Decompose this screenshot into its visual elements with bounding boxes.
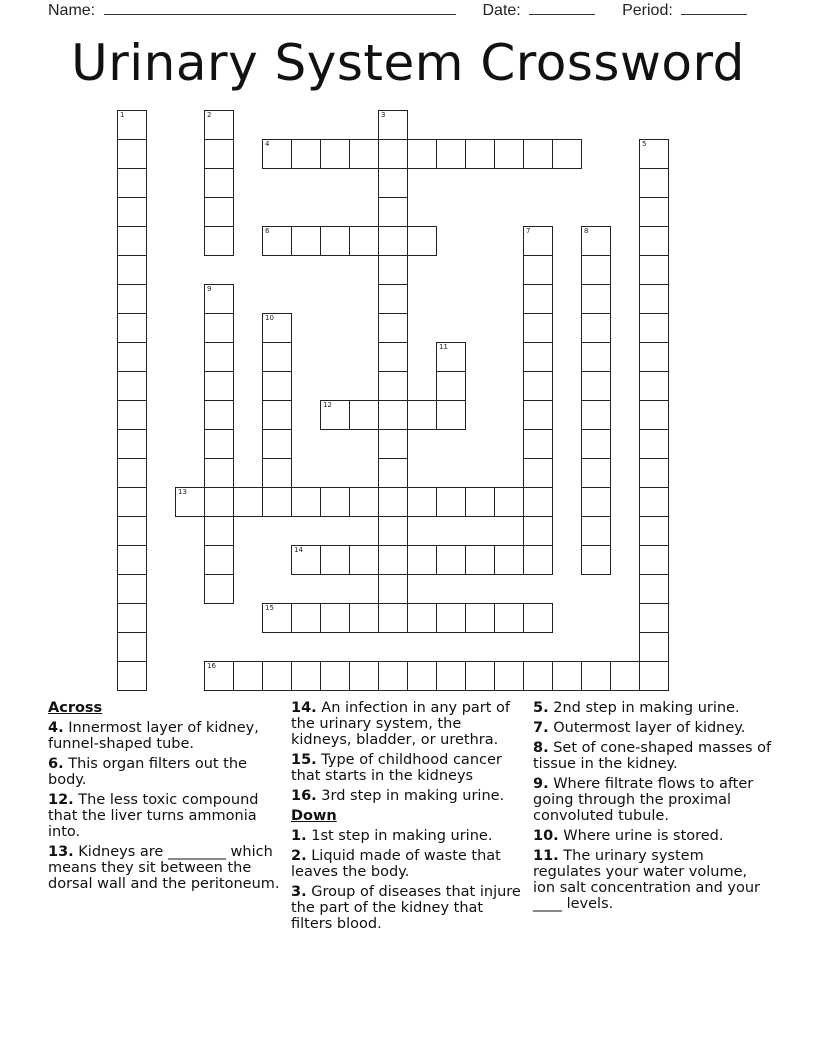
grid-cell[interactable]: [639, 603, 669, 633]
grid-cell[interactable]: [204, 226, 234, 256]
grid-cell[interactable]: [117, 661, 147, 691]
grid-cell[interactable]: [581, 284, 611, 314]
grid-cell[interactable]: [349, 226, 379, 256]
grid-cell[interactable]: [581, 545, 611, 575]
clues-column-2: [291, 700, 521, 936]
grid-cell[interactable]: [610, 661, 640, 691]
grid-cell[interactable]: [523, 284, 553, 314]
grid-cell[interactable]: [291, 139, 321, 169]
grid-cell[interactable]: [262, 139, 292, 169]
cell-number: 9: [207, 285, 212, 293]
clue-across-14: 14. An infection in any part of the urinary system, the kidneys, bladder, or urethra.: [291, 700, 511, 748]
grid-cell[interactable]: [117, 139, 147, 169]
grid-cell[interactable]: [639, 139, 669, 169]
grid-cell[interactable]: [291, 661, 321, 691]
grid-cell[interactable]: [465, 545, 495, 575]
grid-cell[interactable]: [552, 139, 582, 169]
grid-cell[interactable]: [204, 313, 234, 343]
grid-cell[interactable]: [581, 458, 611, 488]
grid-cell[interactable]: [262, 458, 292, 488]
cell-number: 14: [294, 546, 303, 554]
grid-cell[interactable]: [204, 574, 234, 604]
grid-cell[interactable]: [581, 371, 611, 401]
grid-cell[interactable]: [291, 545, 321, 575]
grid-cell[interactable]: [639, 197, 669, 227]
clue-across-15: 15. Type of childhood cancer that starts in the kidneys: [291, 752, 502, 784]
cell-number: 4: [265, 140, 270, 148]
grid-cell[interactable]: [523, 342, 553, 372]
grid-cell[interactable]: [204, 516, 234, 546]
grid-cell[interactable]: [581, 661, 611, 691]
clue-down-3: 3. Group of diseases that injure the part of the kidney that filters blood.: [291, 884, 521, 932]
grid-cell[interactable]: [204, 139, 234, 169]
grid-cell[interactable]: [436, 139, 466, 169]
grid-cell[interactable]: [117, 168, 147, 198]
grid-cell[interactable]: [378, 545, 408, 575]
grid-cell[interactable]: [349, 400, 379, 430]
grid-cell[interactable]: [639, 516, 669, 546]
grid-cell[interactable]: [320, 400, 350, 430]
grid-cell[interactable]: [117, 255, 147, 285]
cell-number: 10: [265, 314, 274, 322]
clue-across-4: 4. Innermost layer of kidney, funnel-shaped tube.: [48, 720, 259, 752]
grid-cell[interactable]: [407, 603, 437, 633]
grid-cell[interactable]: [320, 487, 350, 517]
grid-cell[interactable]: [523, 255, 553, 285]
cell-number: 5: [642, 140, 647, 148]
grid-cell[interactable]: [523, 139, 553, 169]
grid-cell[interactable]: [378, 603, 408, 633]
grid-cell[interactable]: [523, 603, 553, 633]
grid-cell[interactable]: [117, 110, 147, 140]
grid-cell[interactable]: [639, 545, 669, 575]
clue-down-1: 1. 1st step in making urine.: [291, 828, 493, 844]
grid-cell[interactable]: [117, 545, 147, 575]
clue-across-12: 12. The less toxic compound that the liver turns ammonia into.: [48, 792, 259, 840]
grid-cell[interactable]: [175, 487, 205, 517]
grid-cell[interactable]: [465, 603, 495, 633]
grid-cell[interactable]: [378, 371, 408, 401]
grid-cell[interactable]: [639, 661, 669, 691]
grid-cell[interactable]: [349, 545, 379, 575]
clue-down-5: 5. 2nd step in making urine.: [533, 700, 740, 716]
grid-cell[interactable]: [262, 661, 292, 691]
grid-cell[interactable]: [436, 400, 466, 430]
grid-cell[interactable]: [262, 226, 292, 256]
grid-cell[interactable]: [378, 110, 408, 140]
grid-cell[interactable]: [465, 139, 495, 169]
grid-cell[interactable]: [639, 284, 669, 314]
clues-column-3: [533, 700, 773, 916]
name-field[interactable]: [104, 0, 456, 15]
grid-cell[interactable]: [117, 632, 147, 662]
grid-cell[interactable]: [117, 487, 147, 517]
grid-cell[interactable]: [552, 661, 582, 691]
grid-cell[interactable]: [639, 313, 669, 343]
clue-down-7: 7. Outermost layer of kidney.: [533, 720, 746, 736]
grid-cell[interactable]: [581, 226, 611, 256]
grid-cell[interactable]: [436, 371, 466, 401]
grid-cell[interactable]: [117, 516, 147, 546]
grid-cell[interactable]: [523, 371, 553, 401]
cell-number: 13: [178, 488, 187, 496]
grid-cell[interactable]: [378, 226, 408, 256]
grid-cell[interactable]: [581, 516, 611, 546]
grid-cell[interactable]: [204, 661, 234, 691]
grid-cell[interactable]: [320, 139, 350, 169]
grid-cell[interactable]: [349, 661, 379, 691]
grid-cell[interactable]: [494, 603, 524, 633]
grid-cell[interactable]: [581, 400, 611, 430]
grid-cell[interactable]: [523, 226, 553, 256]
grid-cell[interactable]: [204, 110, 234, 140]
grid-cell[interactable]: [262, 429, 292, 459]
grid-cell[interactable]: [465, 487, 495, 517]
grid-cell[interactable]: [581, 429, 611, 459]
grid-cell[interactable]: [378, 429, 408, 459]
grid-cell[interactable]: [378, 516, 408, 546]
grid-cell[interactable]: [204, 342, 234, 372]
name-label: Name:: [48, 2, 96, 19]
clue-down-11: 11. The urinary system regulates your water volume, ion salt concentration and your ____ levels.: [533, 848, 760, 912]
grid-cell[interactable]: [320, 603, 350, 633]
grid-cell[interactable]: [639, 255, 669, 285]
grid-cell[interactable]: [204, 429, 234, 459]
grid-cell[interactable]: [523, 545, 553, 575]
across-heading: Across: [48, 700, 103, 716]
grid-cell[interactable]: [262, 371, 292, 401]
grid-cell[interactable]: [262, 313, 292, 343]
grid-cell[interactable]: [639, 487, 669, 517]
grid-cell[interactable]: [117, 603, 147, 633]
grid-cell[interactable]: [378, 487, 408, 517]
grid-cell[interactable]: [204, 400, 234, 430]
cell-number: 3: [381, 111, 386, 119]
date-label: Date:: [482, 2, 521, 19]
grid-cell[interactable]: [117, 574, 147, 604]
grid-cell[interactable]: [117, 197, 147, 227]
grid-cell[interactable]: [320, 226, 350, 256]
grid-cell[interactable]: [523, 313, 553, 343]
grid-cell[interactable]: [494, 487, 524, 517]
grid-cell[interactable]: [117, 429, 147, 459]
grid-cell[interactable]: [407, 139, 437, 169]
grid-cell[interactable]: [407, 545, 437, 575]
cell-number: 7: [526, 227, 531, 235]
grid-cell[interactable]: [407, 400, 437, 430]
grid-cell[interactable]: [262, 342, 292, 372]
grid-cell[interactable]: [204, 197, 234, 227]
grid-cell[interactable]: [204, 371, 234, 401]
grid-cell[interactable]: [639, 574, 669, 604]
grid-cell[interactable]: [465, 661, 495, 691]
grid-cell[interactable]: [639, 400, 669, 430]
grid-cell[interactable]: [639, 342, 669, 372]
grid-cell[interactable]: [436, 342, 466, 372]
grid-cell[interactable]: [320, 545, 350, 575]
grid-cell[interactable]: [436, 603, 466, 633]
cell-number: 15: [265, 604, 274, 612]
period-label: Period:: [622, 2, 673, 19]
grid-cell[interactable]: [378, 574, 408, 604]
clue-down-2: 2. Liquid made of waste that leaves the body.: [291, 848, 501, 880]
grid-cell[interactable]: [639, 632, 669, 662]
clue-across-13: 13. Kidneys are ________ which means they sit between the dorsal wall and the peritoneum.: [48, 844, 280, 892]
grid-cell[interactable]: [639, 226, 669, 256]
clue-across-6: 6. This organ filters out the body.: [48, 756, 247, 788]
grid-cell[interactable]: [494, 661, 524, 691]
grid-cell[interactable]: [523, 429, 553, 459]
cell-number: 11: [439, 343, 448, 351]
worksheet-header: [48, 0, 747, 20]
grid-cell[interactable]: [262, 487, 292, 517]
grid-cell[interactable]: [117, 371, 147, 401]
grid-cell[interactable]: [378, 313, 408, 343]
grid-cell[interactable]: [233, 661, 263, 691]
grid-cell[interactable]: [436, 661, 466, 691]
grid-cell[interactable]: [291, 603, 321, 633]
grid-cell[interactable]: [378, 661, 408, 691]
grid-cell[interactable]: [494, 139, 524, 169]
grid-cell[interactable]: [523, 487, 553, 517]
grid-cell[interactable]: [291, 487, 321, 517]
grid-cell[interactable]: [378, 139, 408, 169]
grid-cell[interactable]: [639, 458, 669, 488]
grid-cell[interactable]: [436, 487, 466, 517]
grid-cell[interactable]: [378, 284, 408, 314]
grid-cell[interactable]: [117, 226, 147, 256]
page-title: Urinary System Crossword: [71, 34, 745, 92]
grid-cell[interactable]: [407, 661, 437, 691]
clue-down-10: 10. Where urine is stored.: [533, 828, 724, 844]
grid-cell[interactable]: [523, 661, 553, 691]
grid-cell[interactable]: [349, 603, 379, 633]
grid-cell[interactable]: [523, 458, 553, 488]
grid-cell[interactable]: [523, 400, 553, 430]
across-clues-column-1: [48, 700, 280, 896]
grid-cell[interactable]: [262, 400, 292, 430]
grid-cell[interactable]: [378, 168, 408, 198]
cell-number: 12: [323, 401, 332, 409]
cell-number: 2: [207, 111, 212, 119]
grid-cell[interactable]: [204, 458, 234, 488]
grid-cell[interactable]: [233, 487, 263, 517]
grid-cell[interactable]: [494, 545, 524, 575]
grid-cell[interactable]: [117, 458, 147, 488]
grid-cell[interactable]: [639, 168, 669, 198]
clue-down-9: 9. Where filtrate flows to after going through the proximal convoluted tubule.: [533, 776, 754, 824]
grid-cell[interactable]: [581, 487, 611, 517]
grid-cell[interactable]: [204, 545, 234, 575]
period-field[interactable]: [681, 0, 747, 15]
grid-cell[interactable]: [378, 400, 408, 430]
cell-number: 6: [265, 227, 270, 235]
grid-cell[interactable]: [581, 342, 611, 372]
grid-cell[interactable]: [407, 226, 437, 256]
grid-cell[interactable]: [204, 487, 234, 517]
grid-cell[interactable]: [378, 458, 408, 488]
cell-number: 16: [207, 662, 216, 670]
grid-cell[interactable]: [581, 313, 611, 343]
down-heading: Down: [291, 808, 337, 824]
grid-cell[interactable]: [262, 603, 292, 633]
date-field[interactable]: [529, 0, 595, 15]
grid-cell[interactable]: [436, 545, 466, 575]
grid-cell[interactable]: [349, 487, 379, 517]
clue-down-8: 8. Set of cone-shaped masses of tissue in the kidney.: [533, 740, 772, 772]
cell-number: 8: [584, 227, 589, 235]
grid-cell[interactable]: [117, 342, 147, 372]
grid-cell[interactable]: [378, 342, 408, 372]
grid-cell[interactable]: [291, 226, 321, 256]
grid-cell[interactable]: [204, 284, 234, 314]
grid-cell[interactable]: [378, 197, 408, 227]
grid-cell[interactable]: [117, 400, 147, 430]
grid-cell[interactable]: [320, 661, 350, 691]
grid-cell[interactable]: [639, 371, 669, 401]
cell-number: 1: [120, 111, 125, 119]
grid-cell[interactable]: [407, 487, 437, 517]
grid-cell[interactable]: [204, 168, 234, 198]
grid-cell[interactable]: [378, 255, 408, 285]
grid-cell[interactable]: [349, 139, 379, 169]
grid-cell[interactable]: [639, 429, 669, 459]
grid-cell[interactable]: [117, 284, 147, 314]
clue-across-16: 16. 3rd step in making urine.: [291, 788, 505, 804]
grid-cell[interactable]: [581, 255, 611, 285]
grid-cell[interactable]: [117, 313, 147, 343]
grid-cell[interactable]: [523, 516, 553, 546]
